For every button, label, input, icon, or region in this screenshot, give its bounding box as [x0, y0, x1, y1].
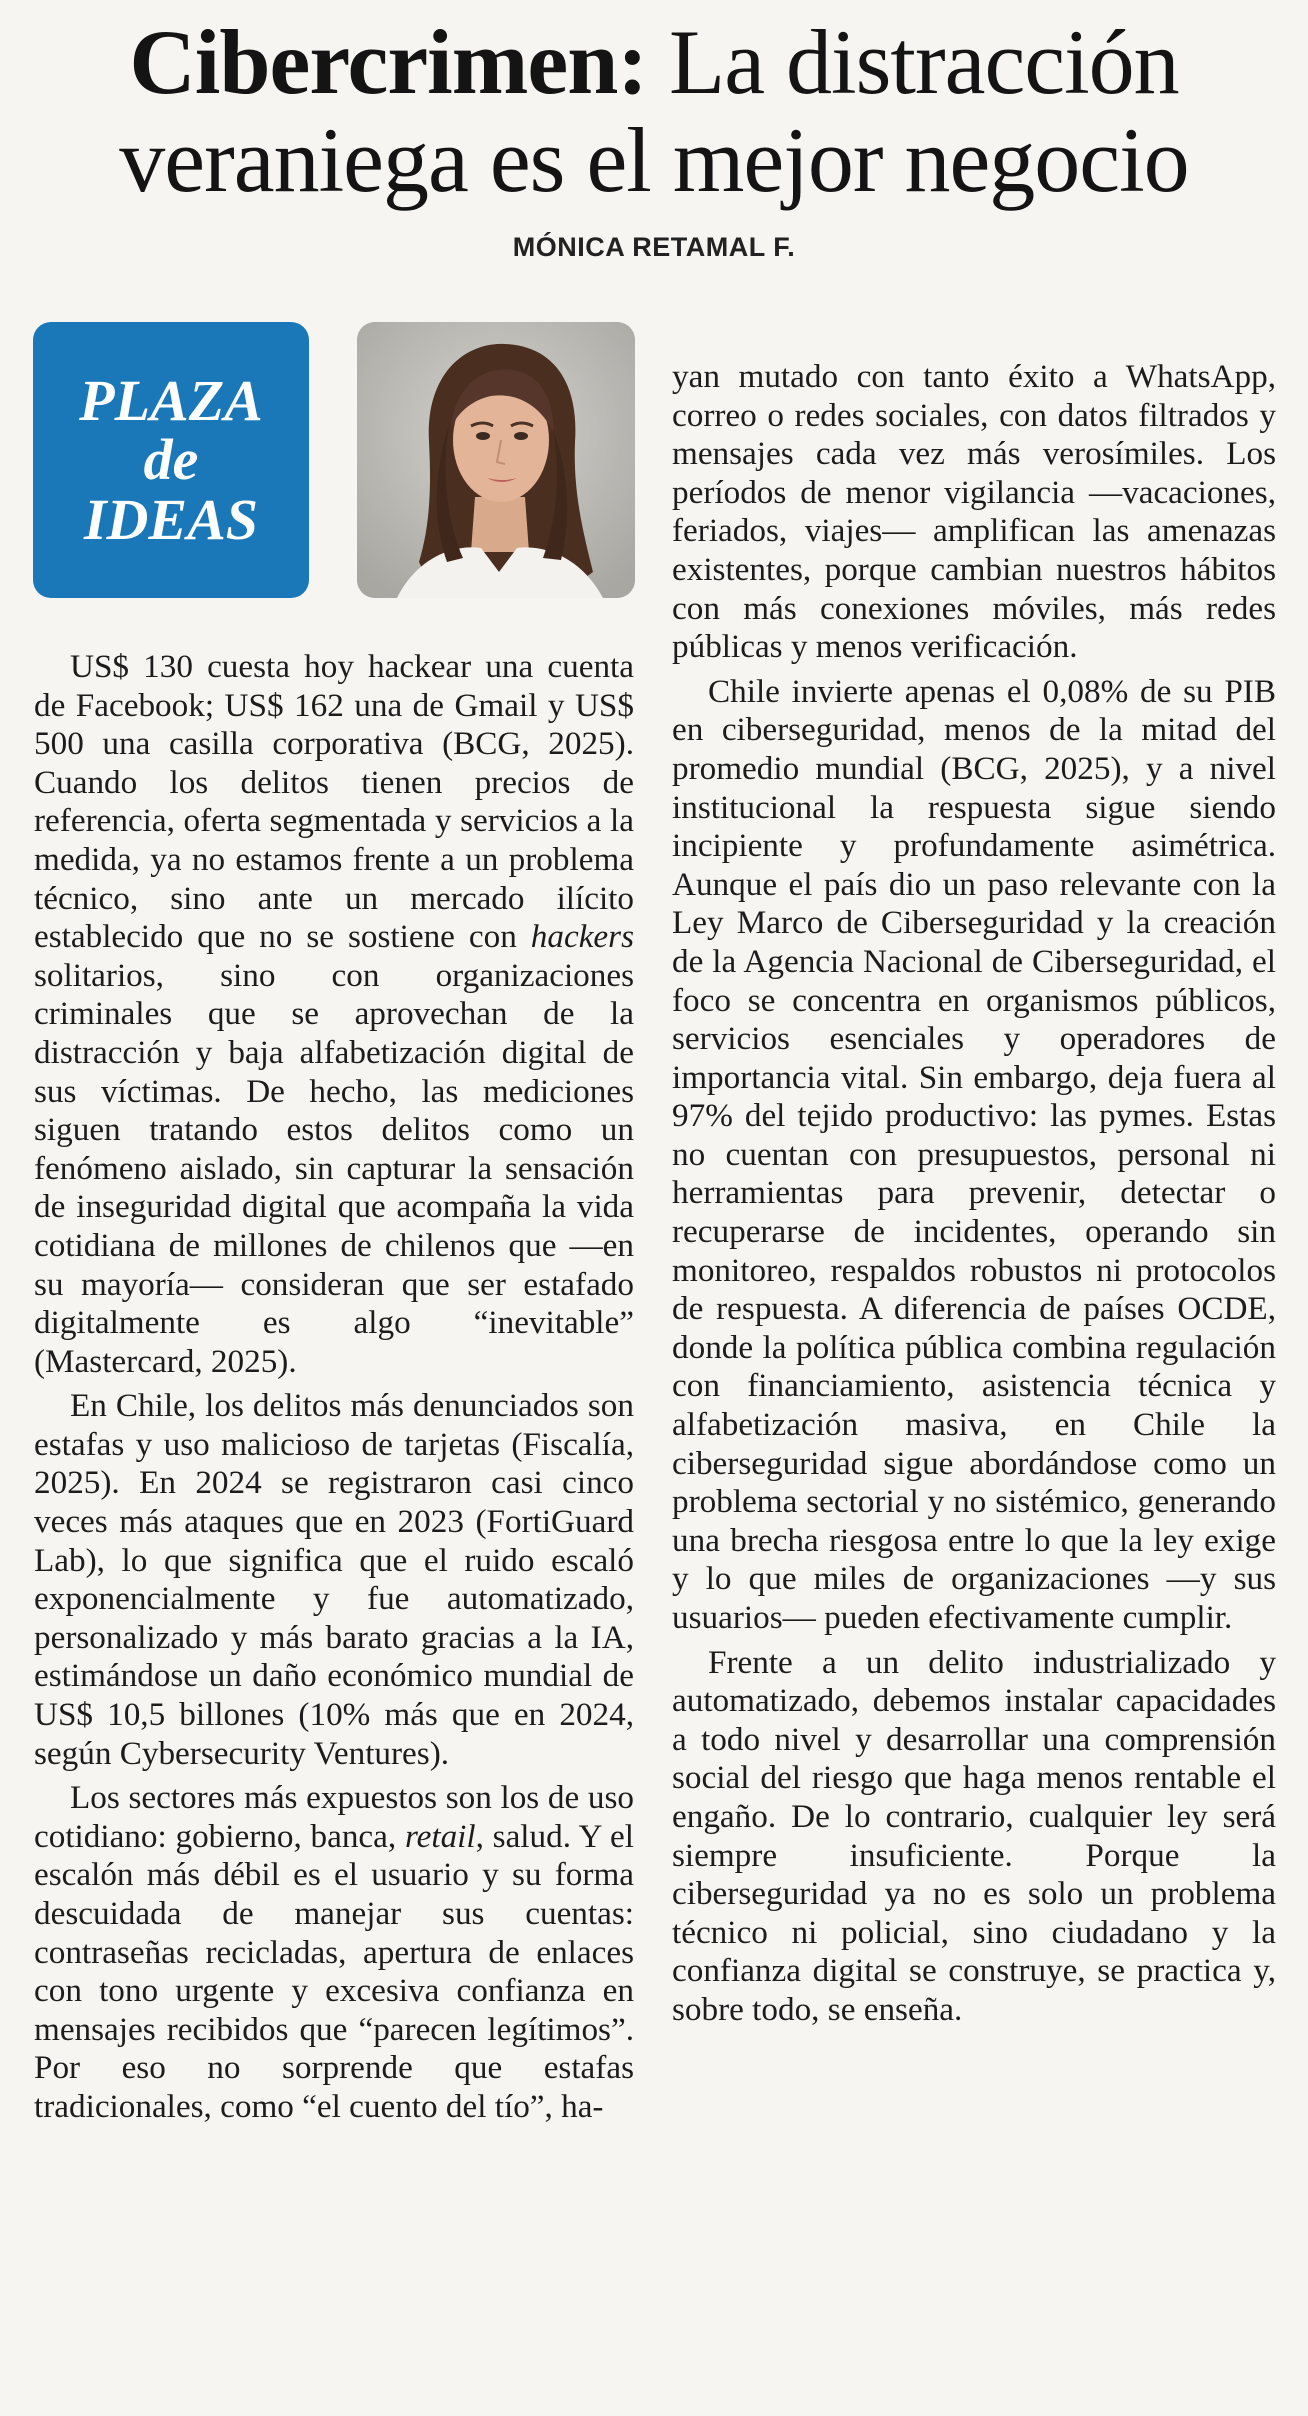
paragraph-1-text-a: US$ 130 cuesta hoy hackear una cuenta de Facebook; US$ 162 una de Gmail y US$ 500 una casilla corporativa (BCG, 2025). Cuando los delitos tienen precios de referencia, oferta segmentada y servicios a la medida, ya no estamos frente a un problema técnico, sino ante un mercado ilícito establecido que no se sostiene con	[34, 648, 634, 956]
paragraph-3-text-b: , salud. Y el escalón más débil es el usuario y su forma descuidada de manejar sus cuentas: contraseñas recicladas, apertura de enlaces con tono urgente y excesiva confianza en mensajes recibidos que “parecen legítimos”. Por eso no sorprende que estafas tradicionales, como “el cuento del tío”, ha-	[34, 1817, 634, 2125]
article-column-right	[672, 358, 1276, 2036]
logo-line-2: de	[143, 427, 199, 493]
paragraph-2: En Chile, los delitos más denunciados son estafas y uso malicioso de tarjetas (Fiscalía, 2025). En 2024 se registraron casi cinco veces más ataques que en 2023 (FortiGuard Lab), lo que significa que el ruido escaló exponencialmente y fue automatizado, personalizado y más barato gracias a la IA, estimándose un daño económico mundial de US$ 10,5 billones (10% más que en 2024, según Cybersecurity Ventures).	[34, 1387, 634, 1772]
paragraph-5: Frente a un delito industrializado y automatizado, debemos instalar capacidades a todo nivel y desarrollar una comprensión social del riesgo que haga menos rentable el engaño. De lo contrario, cualquier ley será siempre insuficiente. Porque la ciberseguridad ya no es solo un problema técnico ni policial, sino ciudadano y la confianza digital se construye, se practica y, sobre todo, se enseña.	[672, 1643, 1276, 2028]
logo-line-1: PLAZA	[79, 368, 263, 434]
headline-line1-rest: La distracción	[669, 11, 1179, 113]
logo-line-3: IDEAS	[83, 486, 259, 552]
author-portrait-photo	[357, 322, 635, 598]
article-headline	[0, 11, 1308, 211]
headline-line2: veraniega es el mejor negocio	[119, 108, 1189, 211]
article-column-left	[34, 648, 634, 2133]
author-byline: MÓNICA RETAMAL F.	[512, 232, 796, 262]
paragraph-1-text-b: solitarios, sino con organizaciones criminales que se aprovechan de la distracción y baja alfabetización digital de sus víctimas. De hecho, las mediciones siguen tratando estos delitos como un fenómeno aislado, sin capturar la sensación de inseguridad digital que acompaña la vida cotidiana de millones de chilenos que —en su mayoría— consideran que ser estafado digitalmente es algo “inevitable” (Mastercard, 2025).	[34, 956, 634, 1380]
paragraph-3-italic: retail	[404, 1817, 476, 1855]
paragraph-3-text-a: Los sectores más expuestos son los de uso cotidiano: gobierno, banca,	[34, 1779, 634, 1855]
headline-bold: Cibercrimen:	[129, 11, 648, 113]
paragraph-3	[34, 1779, 634, 2126]
section-logo-plaza-de-ideas	[33, 322, 309, 598]
paragraph-1-italic: hackers	[530, 918, 634, 956]
paragraph-3-continued: yan mutado con tanto éxito a WhatsApp, correo o redes sociales, con datos filtrados y mensajes cada vez más verosímiles. Los períodos de menor vigilancia —vacaciones, feriados, viajes— amplifican las amenazas existentes, porque cambian nuestros hábitos con más conexiones móviles, más redes públicas y menos verificación.	[672, 358, 1276, 666]
paragraph-4: Chile invierte apenas el 0,08% de su PIB en ciberseguridad, menos de la mitad del promedio mundial (BCG, 2025), y a nivel institucional la respuesta sigue siendo incipiente y profundamente asimétrica. Aunque el país dio un paso relevante con la Ley Marco de Ciberseguridad y la creación de la Agencia Nacional de Ciberseguridad, el foco se concentra en organismos públicos, servicios esenciales y operadores de importancia vital. Sin embargo, deja fuera al 97% del tejido productivo: las pymes. Estas no cuentan con presupuestos, personal ni herramientas para prevenir, detectar o recuperarse de incidentes, operando sin monitoreo, respaldos robustos ni protocolos de respuesta. A diferencia de países OCDE, donde la política pública combina regulación con financiamiento, asistencia técnica y alfabetización masiva, en Chile la ciberseguridad sigue abordándose como un problema sectorial y no sistémico, generando una brecha riesgosa entre lo que la ley exige y lo que miles de organizaciones —y sus usuarios— pueden efectivamente cumplir.	[672, 672, 1276, 1636]
paragraph-1	[34, 648, 634, 1381]
